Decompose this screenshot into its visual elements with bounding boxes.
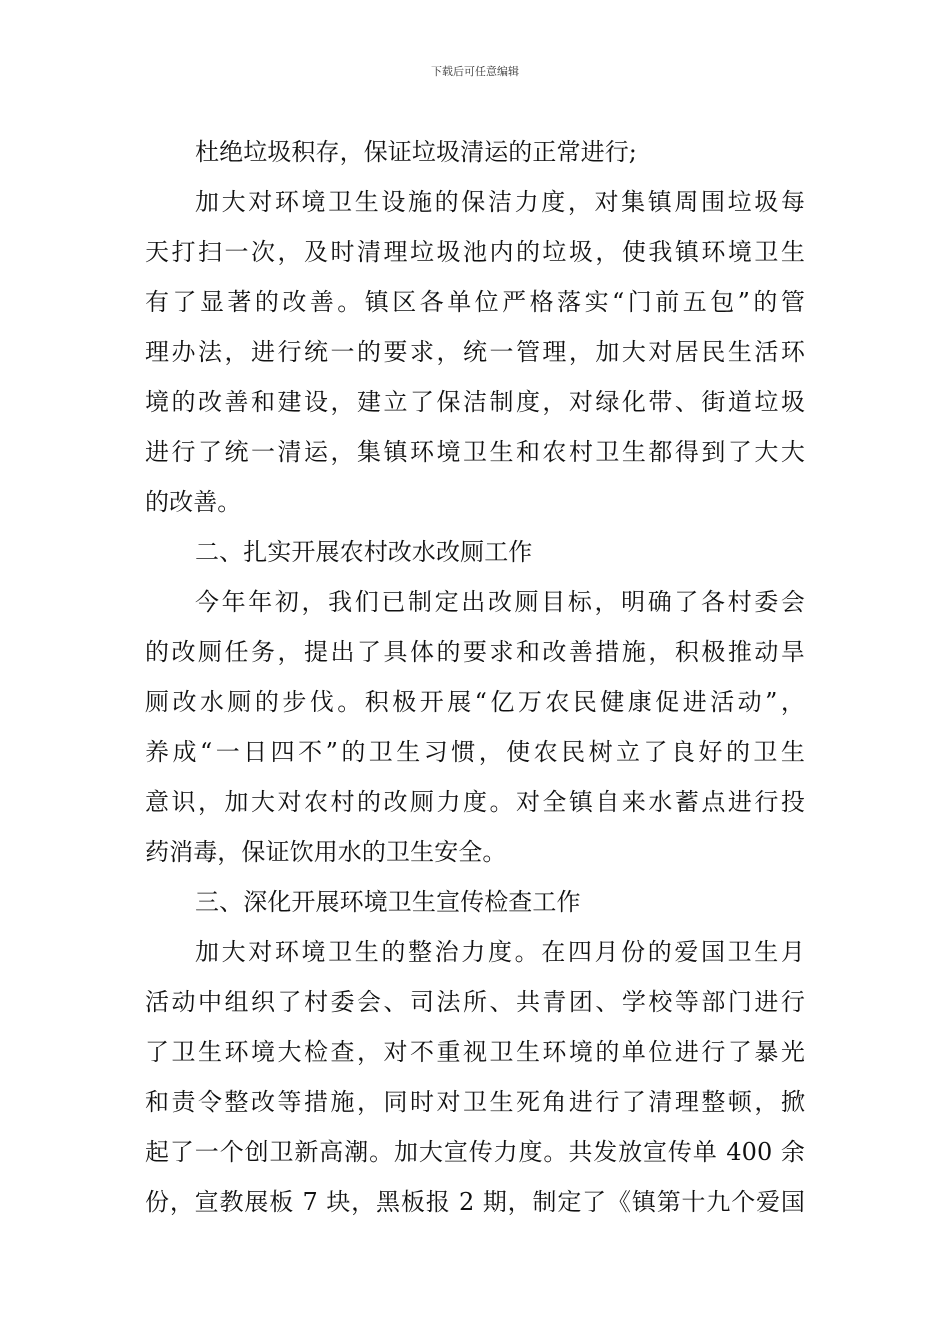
text-line: 的改善。 xyxy=(145,488,242,516)
text-line: 和责令整改等措施，同时对卫生死角进行了清理整顿，掀 xyxy=(145,1088,805,1116)
text-line: 药消毒，保证饮用水的卫生安全。 xyxy=(145,838,507,866)
document-body xyxy=(145,127,805,1227)
text-line: 活动中组织了村委会、司法所、共青团、学校等部门进行 xyxy=(145,988,805,1016)
text-line: 份，宣教展板 7 块，黑板报 2 期，制定了《镇第十九个爱国 xyxy=(145,1188,805,1216)
text-line: 天打扫一次，及时清理垃圾池内的垃圾，使我镇环境卫生 xyxy=(145,238,805,266)
text-line: 了卫生环境大检查，对不重视卫生环境的单位进行了暴光 xyxy=(145,1038,805,1066)
text-line: 进行了统一清运，集镇环境卫生和农村卫生都得到了大大 xyxy=(145,438,805,466)
text-line: 杜绝垃圾积存，保证垃圾清运的正常进行; xyxy=(195,138,637,166)
text-line: 有了显著的改善。镇区各单位严格落实“门前五包”的管 xyxy=(145,288,805,316)
text-line: 意识，加大对农村的改厕力度。对全镇自来水蓄点进行投 xyxy=(145,788,805,816)
text-line: 起了一个创卫新高潮。加大宣传力度。共发放宣传单 400 余 xyxy=(145,1138,805,1166)
text-line: 养成“一日四不”的卫生习惯，使农民树立了良好的卫生 xyxy=(145,738,805,766)
section-heading: 三、深化开展环境卫生宣传检查工作 xyxy=(195,888,581,916)
text-line: 境的改善和建设，建立了保洁制度，对绿化带、街道垃圾 xyxy=(145,388,805,416)
text-line: 加大对环境卫生的整治力度。在四月份的爱国卫生月 xyxy=(195,938,805,966)
page-header: 下载后可任意编辑 xyxy=(431,65,519,78)
text-line: 的改厕任务，提出了具体的要求和改善措施，积极推动旱 xyxy=(145,638,805,666)
text-line: 今年年初，我们已制定出改厕目标，明确了各村委会 xyxy=(195,588,805,616)
text-line: 加大对环境卫生设施的保洁力度，对集镇周围垃圾每 xyxy=(195,188,805,216)
text-line: 厕改水厕的步伐。积极开展“亿万农民健康促进活动”， xyxy=(145,688,805,716)
section-heading: 二、扎实开展农村改水改厕工作 xyxy=(195,538,533,566)
text-line: 理办法，进行统一的要求，统一管理，加大对居民生活环 xyxy=(145,338,805,366)
